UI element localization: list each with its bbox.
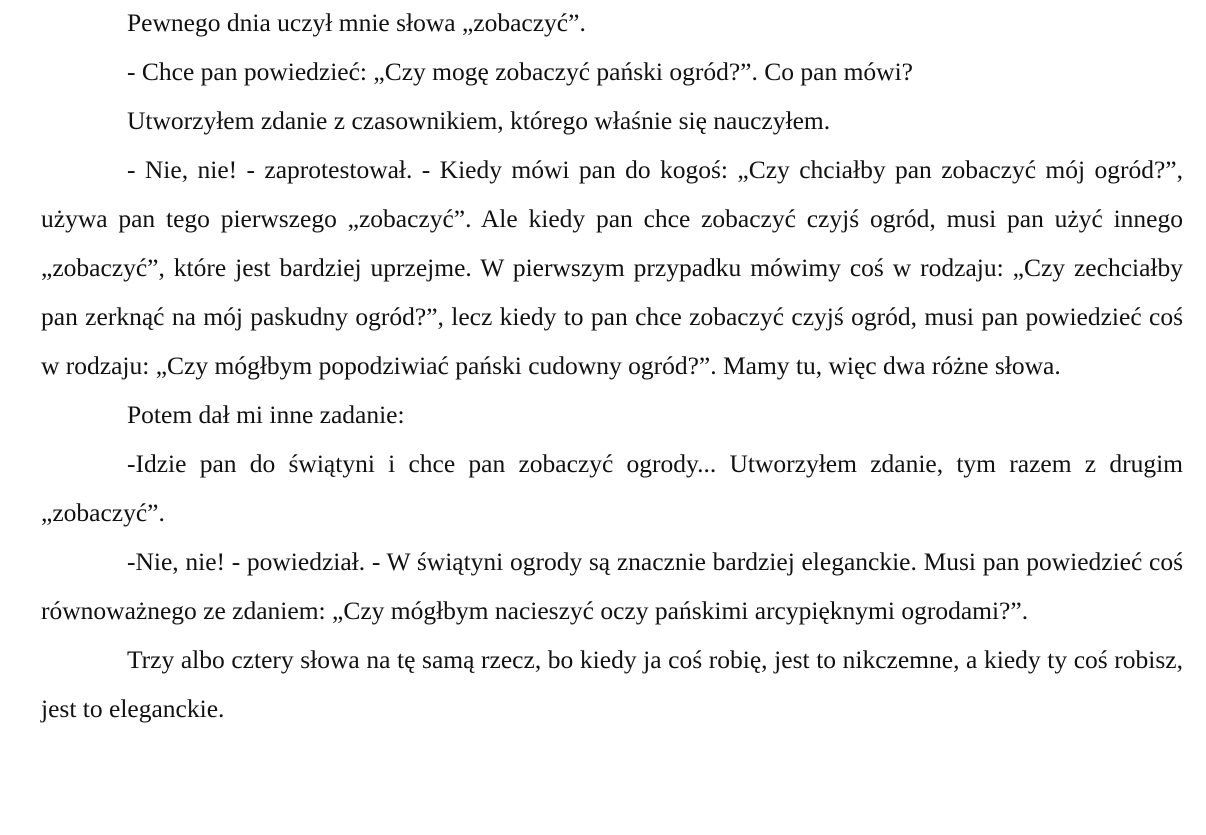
paragraph: -Nie, nie! - powiedział. - W świątyni ogrody są znacznie bardziej eleganckie. Musi pan powiedzieć coś równoważnego ze zdaniem: „Czy mógłbym nacieszyć oczy pańskimi arcypięknymi ogrodami?”. bbox=[41, 547, 1183, 625]
paragraph: -Idzie pan do świątyni i chce pan zobaczyć ogrody... Utworzyłem zdanie, tym razem z drugim „zobaczyć”. bbox=[41, 449, 1183, 527]
document-page bbox=[41, 0, 1183, 733]
paragraph: - Nie, nie! - zaprotestował. - Kiedy mówi pan do kogoś: „Czy chciałby pan zobaczyć mój ogród?”, używa pan tego pierwszego „zobaczyć”. Ale kiedy pan chce zobaczyć czyjś ogród, musi pan użyć innego „zobaczyć”, które jest bardziej uprzejme. W pierwszym przypadku mówimy coś w rodzaju: „Czy zechciałby pan zerknąć na mój paskudny ogród?”, lecz kiedy to pan chce zobaczyć czyjś ogród, musi pan powiedzieć coś w rodzaju: „Czy mógłbym popodziwiać pański cudowny ogród?”. Mamy tu, więc dwa różne słowa. bbox=[41, 155, 1183, 380]
paragraph: - Chce pan powiedzieć: „Czy mogę zobaczyć pański ogród?”. Co pan mówi? bbox=[127, 57, 913, 86]
paragraph: Pewnego dnia uczył mnie słowa „zobaczyć”. bbox=[127, 8, 586, 37]
paragraph: Utworzyłem zdanie z czasownikiem, którego właśnie się nauczyłem. bbox=[127, 106, 831, 135]
paragraph: Trzy albo cztery słowa na tę samą rzecz, bo kiedy ja coś robię, jest to nikczemne, a kiedy ty coś robisz, jest to eleganckie. bbox=[41, 645, 1183, 723]
paragraph: Potem dał mi inne zadanie: bbox=[127, 400, 405, 429]
